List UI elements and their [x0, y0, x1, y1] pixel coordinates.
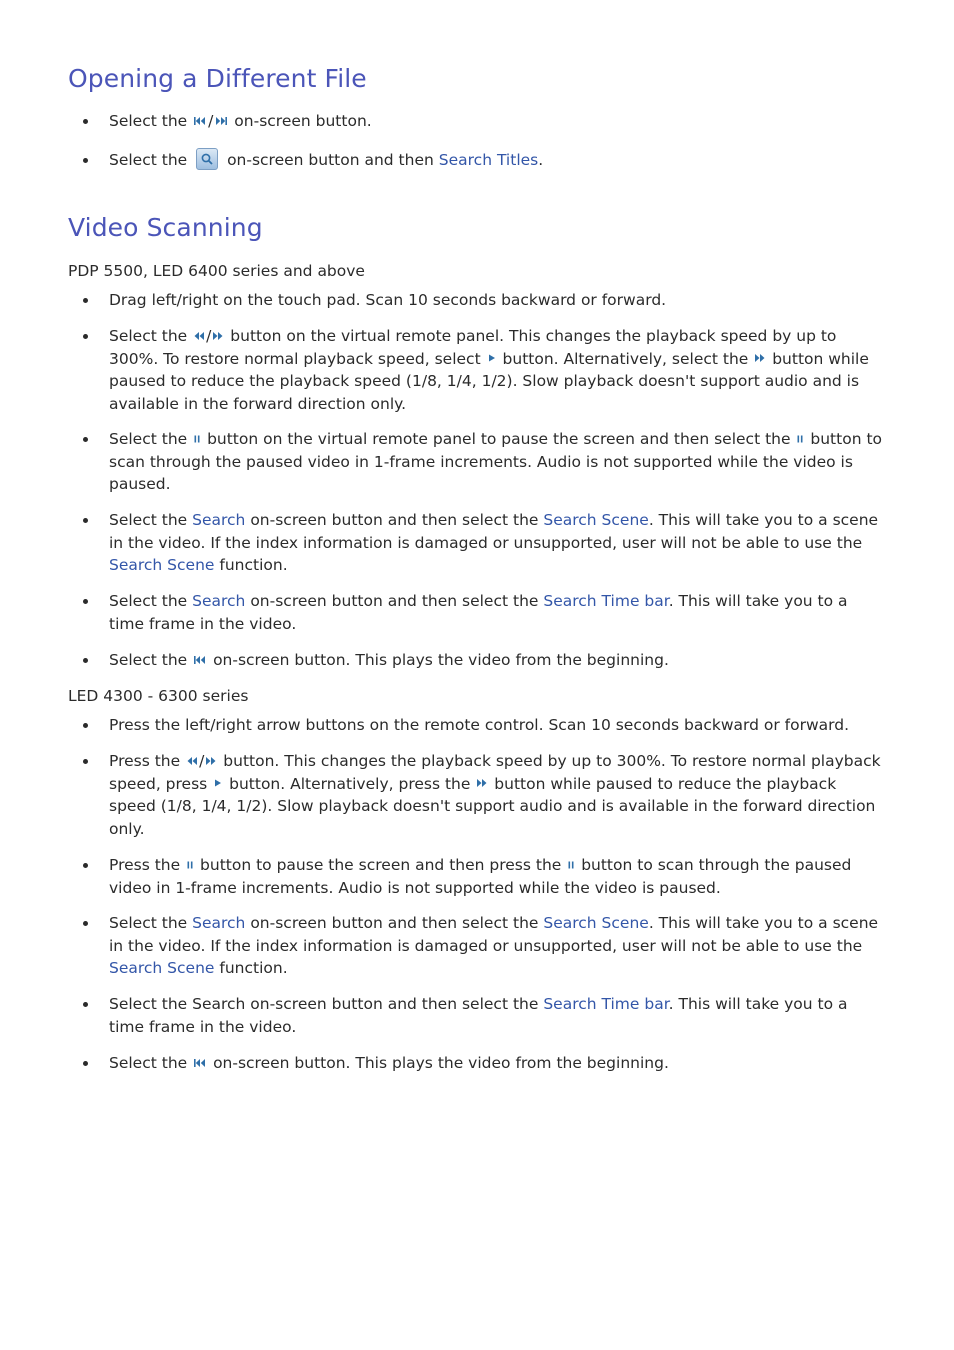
search-link[interactable]: Search [192, 914, 246, 932]
list-item: Press the left/right arrow buttons on the remote control. Scan 10 seconds backward or forward. [109, 716, 850, 734]
fast-forward-icon [754, 353, 766, 363]
bullet [83, 334, 91, 342]
skip-back-icon [193, 1058, 207, 1068]
list-item: Press the button to pause the screen and then press the button to scan through the paused video in 1-frame increments. Audio is not supported while the video is paused. [109, 856, 852, 897]
list-item: Select the on-screen button. This plays the video from the beginning. [109, 651, 669, 669]
fast-forward-icon [212, 331, 224, 341]
search-link[interactable]: Search [192, 592, 246, 610]
rewind-icon [186, 756, 198, 766]
bullet [83, 158, 91, 166]
section-title-video-scanning: Video Scanning [68, 213, 263, 242]
list-item: Select the Search on-screen button and then select the Search Time bar. This will take you to a time frame in the video. [109, 995, 848, 1036]
subheading-pdp-led6400: PDP 5500, LED 6400 series and above [68, 262, 365, 280]
bullet [83, 119, 91, 127]
bullet [83, 1061, 91, 1069]
search-time-bar-link[interactable]: Search Time bar [543, 592, 669, 610]
rewind-icon [193, 331, 205, 341]
list-item: Select the Search on-screen button and then select the Search Scene. This will take you to a scene in the video. If the index information is damaged or unsupported, user will not be able to use the Search Scene function. [109, 511, 879, 574]
pause-icon [796, 434, 804, 444]
search-scene-link[interactable]: Search Scene [543, 511, 649, 529]
subheading-led4300-6300: LED 4300 - 6300 series [68, 687, 249, 705]
search-scene-link[interactable]: Search Scene [543, 914, 649, 932]
list-item: Select the button on the virtual remote panel to pause the screen and then select the button to scan through the paused video in 1-frame increments. Audio is not supported while the video is paused. [109, 430, 883, 493]
skip-back-icon [193, 655, 207, 665]
pause-icon [193, 434, 201, 444]
bullet [83, 723, 91, 731]
section-title-opening-file: Opening a Different File [68, 64, 367, 93]
play-icon [213, 778, 223, 788]
search-titles-link[interactable]: Search Titles [438, 151, 539, 169]
skip-forward-icon [214, 116, 228, 126]
list-item: Select the on-screen button and then Search Titles. [109, 149, 884, 172]
list-item: Select the Search on-screen button and then select the Search Scene. This will take you to a scene in the video. If the index information is damaged or unsupported, user will not be able to use the Search Scene function. [109, 914, 879, 977]
search-scene-link[interactable]: Search Scene [109, 556, 215, 574]
bullet [83, 599, 91, 607]
pause-icon [567, 860, 575, 870]
bullet [83, 863, 91, 871]
search-time-bar-link[interactable]: Search Time bar [543, 995, 669, 1013]
fast-forward-icon [205, 756, 217, 766]
fast-forward-icon [476, 778, 488, 788]
list-item: Drag left/right on the touch pad. Scan 10 seconds backward or forward. [109, 291, 667, 309]
bullet [83, 298, 91, 306]
list-item: Press the / button. This changes the playback speed by up to 300%. To restore normal playback speed, press button. Alternatively, press the button while paused to reduce the playback speed (1/8, 1/4, 1/2). Slow playback doesn't support audio and is available in the forward direction only. [109, 752, 881, 838]
play-icon [487, 353, 497, 363]
bullet [83, 1002, 91, 1010]
skip-back-icon [193, 116, 207, 126]
bullet [83, 437, 91, 445]
list-item: Select the on-screen button. This plays the video from the beginning. [109, 1054, 669, 1072]
pause-icon [186, 860, 194, 870]
list-item: Select the Search on-screen button and then select the Search Time bar. This will take you to a time frame in the video. [109, 592, 848, 633]
search-icon [196, 148, 218, 170]
list-item: Select the / button on the virtual remote panel. This changes the playback speed by up to 300%. To restore normal playback speed, select button. Alternatively, select the button while paused to reduce the playback speed (1/8, 1/4, 1/2). Slow playback doesn't support audio and is available in the forward direction only. [109, 327, 869, 413]
bullet [83, 921, 91, 929]
search-scene-link[interactable]: Search Scene [109, 959, 215, 977]
bullet [83, 759, 91, 767]
bullet [83, 658, 91, 666]
list-item: Select the / on-screen button. [109, 112, 372, 130]
search-link[interactable]: Search [192, 511, 246, 529]
bullet [83, 518, 91, 526]
